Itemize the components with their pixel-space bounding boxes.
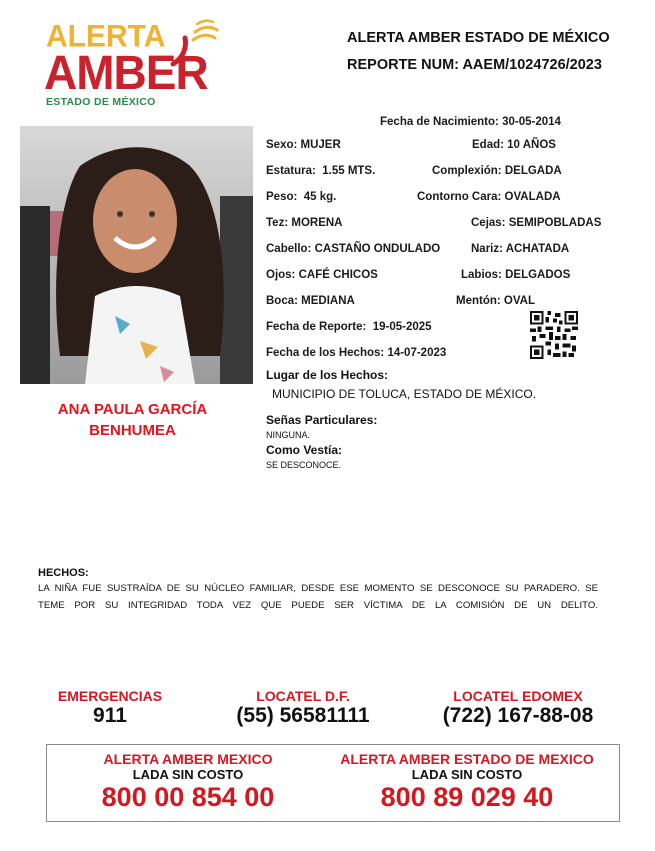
field-labios xyxy=(461,269,570,281)
field-cabello xyxy=(266,243,440,255)
field-complexion xyxy=(432,165,562,177)
hechos-line-2: TEME POR SU INTEGRIDAD TODA VEZ QUE PUEDE SER VÍCTIMA DE LA COMISIÓN DE UN DELITO. xyxy=(38,600,598,611)
contact-number[interactable]: (55) 56581111 xyxy=(236,704,370,727)
hotline-sub: LADA SIN COSTO xyxy=(132,767,244,782)
hechos-title: HECHOS: xyxy=(38,567,89,579)
field-estatura xyxy=(266,165,375,177)
logo-amber-text: AMBER xyxy=(44,44,208,100)
field-label: Mentón: xyxy=(456,295,501,307)
field-cejas xyxy=(471,217,601,229)
field-label: Estatura: xyxy=(266,165,316,177)
hotline-label: ALERTA AMBER ESTADO DE MEXICO xyxy=(340,751,594,767)
name-line-1: ANA PAULA GARCÍA xyxy=(57,401,208,418)
report-number: REPORTE NUM: AAEM/1024726/2023 xyxy=(347,57,602,73)
field-menton xyxy=(456,295,535,307)
missing-person-name xyxy=(30,399,235,441)
senas-particulares-label: Señas Particulares: xyxy=(266,413,378,427)
hotline-sub: LADA SIN COSTO xyxy=(411,767,523,782)
field-fecha-reporte xyxy=(266,321,432,333)
hotline-amber-edomex xyxy=(317,751,617,813)
contact-number[interactable]: 911 xyxy=(93,704,127,727)
field-label: Tez: xyxy=(266,217,289,229)
field-value: DELGADOS xyxy=(505,269,571,281)
contact-emergencias xyxy=(40,688,180,728)
field-sexo xyxy=(266,139,341,151)
field-value: CASTAÑO ONDULADO xyxy=(314,243,441,255)
field-label: Cabello: xyxy=(266,243,312,255)
como-vestia-value: SE DESCONOCE. xyxy=(266,460,342,470)
field-label: Complexión: xyxy=(432,165,502,177)
field-value: SEMIPOBLADAS xyxy=(508,217,602,229)
field-label: Edad: xyxy=(472,139,504,151)
contact-label: EMERGENCIAS xyxy=(57,688,163,704)
field-label: Nariz: xyxy=(471,243,503,255)
name-line-2: BENHUMEA xyxy=(89,422,176,439)
field-value: ACHATADA xyxy=(505,243,570,255)
field-value: 30-05-2014 xyxy=(502,116,561,128)
field-edad xyxy=(472,139,556,151)
alerta-amber-logo xyxy=(40,18,220,110)
field-ojos xyxy=(266,269,378,281)
field-boca xyxy=(266,295,355,307)
senas-particulares-value: NINGUNA. xyxy=(266,430,311,440)
field-value: MORENA xyxy=(291,217,343,229)
field-value: 45 kg. xyxy=(303,191,337,203)
field-value: 1.55 MTS. xyxy=(322,165,376,177)
logo-estado-text: ESTADO DE MÉXICO xyxy=(46,96,156,108)
field-value: OVAL xyxy=(503,295,536,307)
hotline-label: ALERTA AMBER MEXICO xyxy=(103,751,273,767)
field-value: OVALADA xyxy=(504,191,561,203)
field-label: Boca: xyxy=(266,295,298,307)
alert-title: ALERTA AMBER ESTADO DE MÉXICO xyxy=(347,30,610,46)
field-value: MEDIANA xyxy=(301,295,355,307)
field-label: Labios: xyxy=(461,269,502,281)
logo-signal-waves-icon xyxy=(165,18,225,78)
field-value: 14-07-2023 xyxy=(387,347,447,359)
field-label: Fecha de Reporte: xyxy=(266,321,367,333)
como-vestia-label: Como Vestía: xyxy=(266,443,343,457)
hotline-number[interactable]: 800 00 854 00 xyxy=(101,782,275,812)
field-label: Fecha de los Hechos: xyxy=(266,347,385,359)
field-value: DELGADA xyxy=(504,165,562,177)
field-fecha-nacimiento xyxy=(380,116,561,128)
field-label: Cejas: xyxy=(471,217,506,229)
logo-alerta-text: ALERTA xyxy=(46,19,166,54)
field-peso xyxy=(266,191,336,203)
contact-locatel-edomex xyxy=(428,688,608,728)
child-photo xyxy=(20,126,253,384)
field-label: Sexo: xyxy=(266,139,298,151)
field-label: Contorno Cara: xyxy=(417,191,502,203)
hotline-amber-mexico xyxy=(73,751,303,813)
lugar-hechos-value: MUNICIPIO DE TOLUCA, ESTADO DE MÉXICO. xyxy=(272,387,537,401)
field-fecha-hechos xyxy=(266,347,446,359)
field-value: CAFÉ CHICOS xyxy=(298,269,378,281)
hotline-number[interactable]: 800 89 029 40 xyxy=(380,782,554,812)
field-value: 19-05-2025 xyxy=(372,321,432,333)
field-value: 10 AÑOS xyxy=(507,139,556,151)
contact-number[interactable]: (722) 167-88-08 xyxy=(442,704,594,727)
field-value: MUJER xyxy=(300,139,341,151)
field-label: Ojos: xyxy=(266,269,296,281)
field-nariz xyxy=(471,243,569,255)
lugar-hechos-label: Lugar de los Hechos: xyxy=(266,368,389,382)
hotline-box xyxy=(46,744,620,822)
hechos-description xyxy=(38,580,598,614)
field-tez xyxy=(266,217,342,229)
hechos-line-1: LA NIÑA FUE SUSTRAÍDA DE SU NÚCLEO FAMILIAR, DESDE ESE MOMENTO SE DESCONOCE SU PARADERO. SE xyxy=(38,583,598,594)
field-contorno-cara xyxy=(417,191,561,203)
qr-code-icon[interactable] xyxy=(530,311,578,359)
field-label: Peso: xyxy=(266,191,298,203)
child-photo-illustration xyxy=(20,126,253,384)
contact-label: LOCATEL D.F. xyxy=(256,688,350,704)
contact-locatel-df xyxy=(218,688,388,728)
contact-label: LOCATEL EDOMEX xyxy=(453,688,583,704)
field-label: Fecha de Nacimiento: xyxy=(380,116,499,128)
